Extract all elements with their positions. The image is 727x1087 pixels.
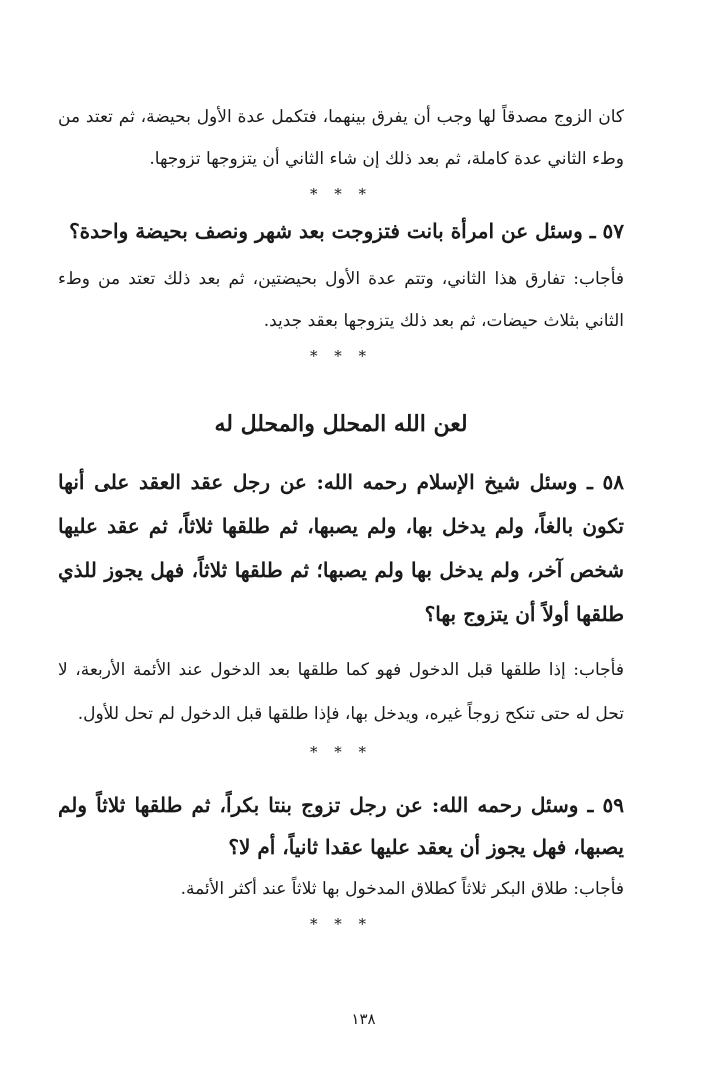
separator: * * * (309, 743, 373, 761)
question-58: ٥٨ ـ وسئل شيخ الإسلام رحمه الله: عن رجل عقد العقد على أنها تكون بالغاً، ولم يدخل بها، ولم يصبها، ثم طلقها ثلاثاً، ثم عقد عليها شخص آخر، ولم يدخل بها ولم يصبها؛ ثم طلقها ثلاثاً، فهل يجوز للذي طلقها أولاً أن يتزوج بها؟ (58, 470, 624, 626)
separator: * * * (309, 915, 373, 933)
answer-58: فأجاب: إذا طلقها قبل الدخول فهو كما طلقها بعد الدخول عند الأئمة الأربعة، لا تحل له حتى تنكح زوجاً غيره، ويدخل بها، فإذا طلقها قبل الدخول لم تحل للأول. (58, 660, 624, 724)
answer-59: فأجاب: طلاق البكر ثلاثاً كطلاق المدخول بها ثلاثاً عند أكثر الأئمة. (180, 879, 624, 899)
separator: * * * (309, 347, 373, 365)
answer-57: فأجاب: تفارق هذا الثاني، وتتم عدة الأول بحيضتين، ثم بعد ذلك تعتد من وطء الثاني بثلاث حيضات، ثم بعد ذلك يتزوجها بعقد جديد. (58, 269, 624, 331)
top-paragraph: كان الزوج مصدقاً لها وجب أن يفرق بينهما، فتكمل عدة الأول بحيضة، ثم تعتد من وطء الثاني عدة كاملة، ثم بعد ذلك إن شاء الثاني أن يتزوجها تزوجها. (58, 107, 624, 169)
section-title: لعن الله المحلل والمحلل له (214, 411, 468, 437)
page-number: ١٣٨ (351, 1010, 376, 1028)
question-57: ٥٧ ـ وسئل عن امرأة بانت فتزوجت بعد شهر ونصف بحيضة واحدة؟ (69, 219, 624, 243)
page-body (58, 96, 624, 934)
separator: * * * (309, 185, 373, 203)
question-59: ٥٩ ـ وسئل رحمه الله: عن رجل تزوج بنتا بكراً، ثم طلقها ثلاثاً ولم يصبها، فهل يجوز أن يعقد عليها عقدا ثانياً، أم لا؟ (58, 793, 624, 859)
